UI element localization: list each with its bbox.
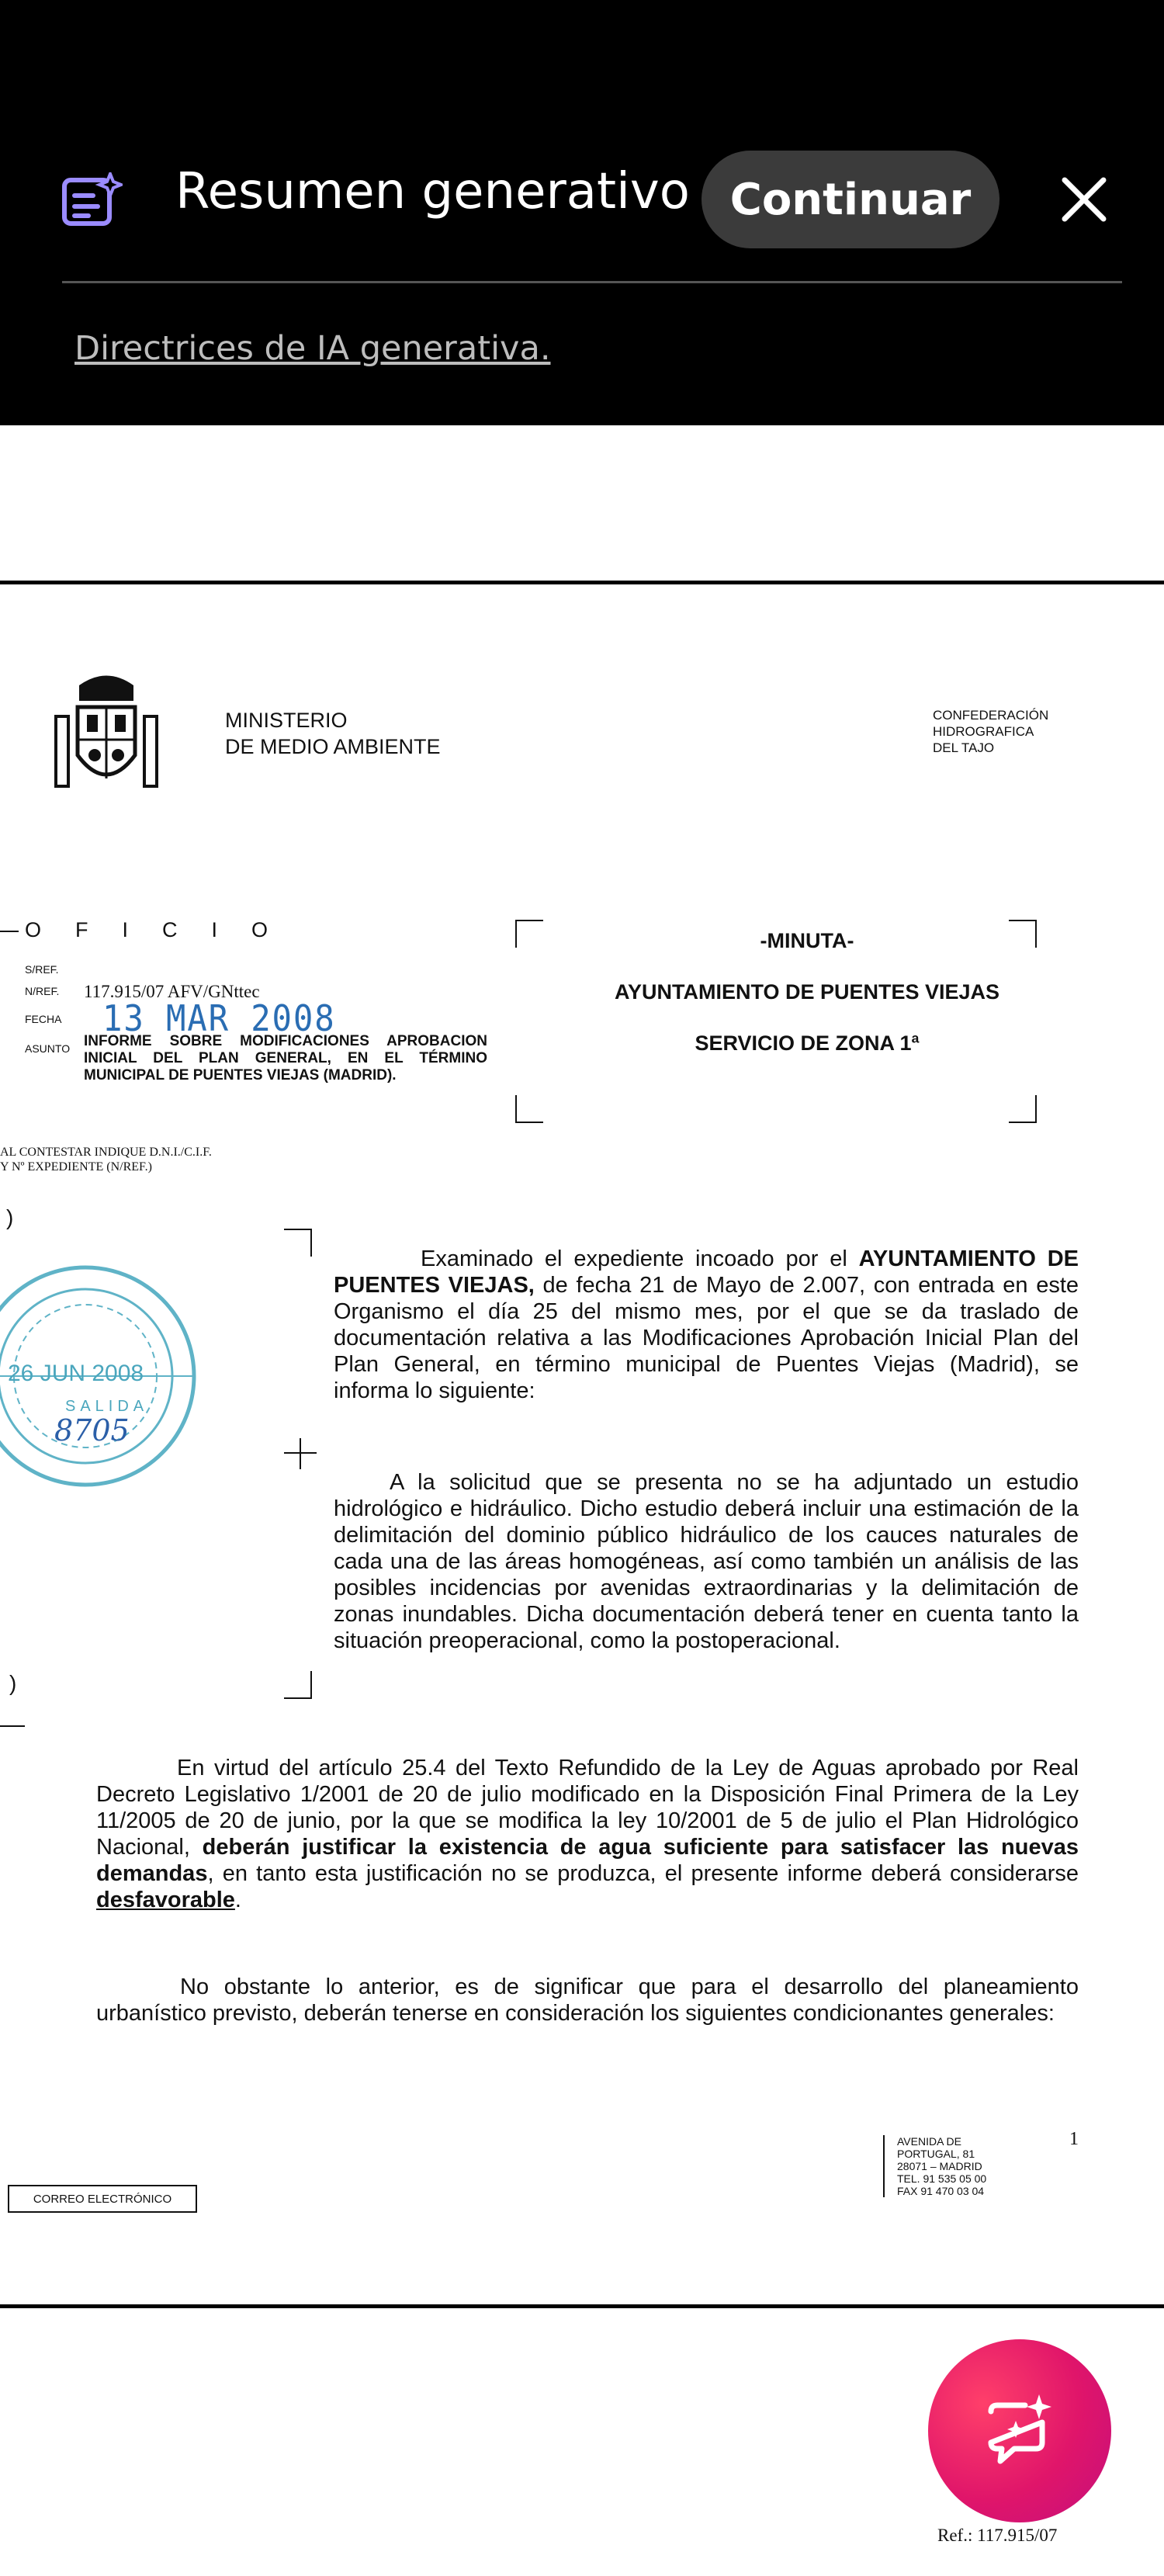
generative-summary-bar — [0, 0, 1164, 425]
fecha-label: FECHA — [25, 1013, 62, 1025]
oficio-rule — [0, 931, 19, 932]
ai-summary-icon — [62, 172, 123, 227]
continue-button[interactable]: Continuar — [702, 151, 999, 248]
p3-text: En virtud del artículo 25.4 del Texto Refundido de la Ley de Aguas aprobado por Real Decreto Legislativo 1/2001 de 20 de julio modificado en la Disposición Final Primera de la Ley 11/2005 de 20 de junio, por la que se modifica la ley 10/2001 de 5 de julio el Plan Hidrológico Nacional, — [96, 1756, 1079, 1860]
coat-of-arms-icon — [48, 670, 165, 802]
address-line: FAX 91 470 03 04 — [897, 2185, 985, 2197]
ai-chat-icon — [977, 2388, 1062, 2474]
p1-text: de fecha 21 de Mayo de 2.007, con entrada en este Organismo el día 25 del mismo mes, por el que se da traslado de documentación relativa a las Modificaciones Aprobación Inicial Plan del Plan General, en término municipal de Puentes Viejas (Madrid), se informa lo siguiente: — [334, 1273, 1079, 1403]
nref-label: N/REF. — [25, 985, 60, 997]
asunto-label: ASUNTO — [25, 1042, 71, 1055]
address-line: PORTUGAL, 81 — [897, 2148, 975, 2160]
recipient-service: SERVICIO DE ZONA 1ª — [695, 1031, 920, 1055]
ai-guidelines-link[interactable]: Directrices de IA generativa. — [74, 329, 551, 368]
reply-instructions — [0, 1145, 212, 1174]
ministry-name — [225, 707, 441, 760]
stamp-date-text: 26 JUN 2008 — [8, 1361, 144, 1386]
p3-text: , en tanto esta justificación no se produzca, el presente informe deberá considerarse — [207, 1861, 1079, 1886]
ministry-line: MINISTERIO — [225, 709, 348, 732]
confed-line: DEL TAJO — [933, 740, 995, 755]
address-line: 28071 – MADRID — [897, 2160, 982, 2172]
reply-line: Y Nº EXPEDIENTE (N/REF.) — [0, 1160, 152, 1174]
p1-text: Examinado el expediente incoado por el — [421, 1246, 859, 1271]
document-page[interactable] — [0, 584, 1164, 2304]
ministry-line: DE MEDIO AMBIENTE — [225, 735, 441, 758]
margin-mark: ) — [6, 1205, 14, 1229]
close-icon[interactable] — [1057, 172, 1111, 227]
email-box: CORREO ELECTRÓNICO — [8, 2185, 197, 2213]
reply-line: AL CONTESTAR INDIQUE D.N.I./C.I.F. — [0, 1146, 212, 1159]
recipient-name: AYUNTAMIENTO DE PUENTES VIEJAS — [614, 980, 1000, 1004]
stamp-salida-text: SALIDA — [65, 1398, 149, 1415]
page-bottom-edge — [0, 2304, 1164, 2308]
paragraph-1 — [334, 1246, 1079, 1404]
confed-line: CONFEDERACIÓN — [933, 708, 1049, 723]
date-stamp: 13 MAR 2008 — [102, 997, 336, 1039]
p3-bold-underline: desfavorable — [96, 1888, 235, 1912]
corner-mark — [515, 1095, 543, 1123]
divider — [62, 281, 1122, 283]
document-reference: Ref.: 117.915/07 — [937, 2526, 1058, 2545]
minuta-heading: -MINUTA- — [760, 929, 854, 952]
corner-mark — [1009, 1095, 1037, 1123]
address-block — [883, 2135, 1029, 2197]
asunto-text: INFORME SOBRE MODIFICACIONES APROBACION INICIAL DEL PLAN GENERAL, EN EL TÉRMINO MUNICIPAL DE PUENTES VIEJAS (MADRID). — [84, 1033, 487, 1083]
sref-label: S/REF. — [25, 963, 59, 976]
address-line: AVENIDA DE — [897, 2135, 961, 2148]
paragraph-2 — [334, 1469, 1079, 1654]
panel-title: Resumen generativo — [175, 163, 690, 220]
stamp-number: 8705 — [54, 1413, 130, 1447]
nref-value: 117.915/07 AFV/GNttec — [84, 982, 260, 1001]
p1-bold: AYUNTAMIENTO DE PUENTES VIEJAS, — [334, 1246, 1079, 1298]
cross-mark — [300, 1438, 301, 1469]
address-line: TEL. 91 535 05 00 — [897, 2172, 987, 2185]
margin-rule — [0, 1725, 25, 1727]
paragraph-4 — [96, 1974, 1079, 2026]
margin-mark: ) — [9, 1671, 17, 1695]
ai-assistant-button[interactable] — [928, 2339, 1111, 2522]
confed-line: HIDROGRAFICA — [933, 724, 1034, 739]
p4-text: No obstante lo anterior, es de significar que para el desarrollo del planeamiento urbanístico previsto, deberán tenerse en consideración los siguientes condicionantes generales: — [96, 1974, 1079, 2026]
p2-text: A la solicitud que se presenta no se ha adjuntado un estudio hidrológico e hidráulico. Dicho estudio deberá incluir una estimación de la delimitación del dominio público hidráulico de los cauces naturales de cada una de las áreas homogéneas, así como también un análisis de las posibles incidencias por avenidas extraordinarias y la delimitación de zonas inundables. Dicha documentación deberá tener en cuenta tanto la situación preoperacional, como la postoperacional. — [334, 1470, 1079, 1653]
p3-bold: deberán justificar la existencia de agua suficiente para satisfacer las nuevas demandas — [96, 1835, 1079, 1886]
paragraph-3 — [96, 1755, 1079, 1913]
page-number: 1 — [1069, 2129, 1079, 2149]
p3-text: . — [234, 1888, 241, 1912]
confederation-name — [933, 707, 1048, 756]
corner-mark — [284, 1671, 312, 1699]
corner-mark — [284, 1229, 312, 1257]
oficio-heading: OFICIO — [25, 918, 302, 941]
